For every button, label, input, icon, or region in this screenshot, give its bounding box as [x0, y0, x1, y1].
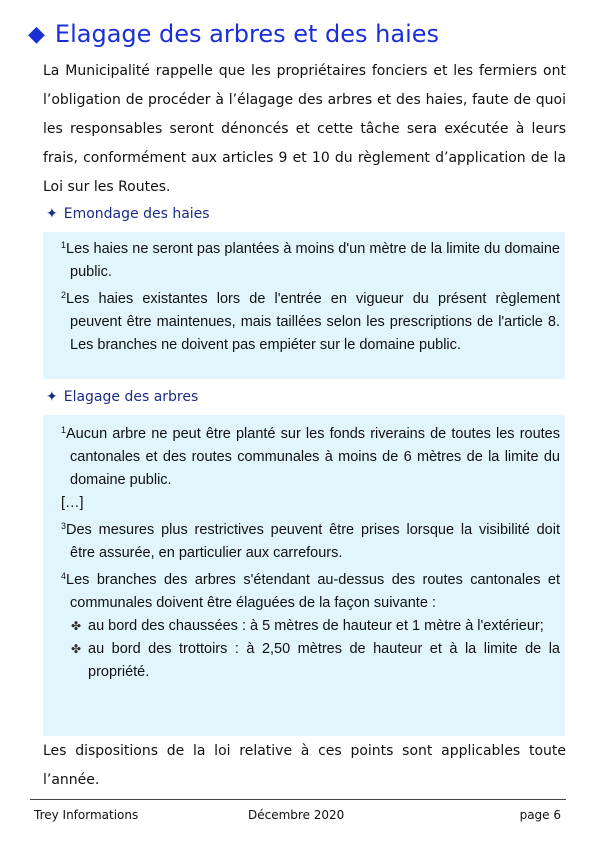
footer-page-number: page 6: [519, 808, 561, 822]
item-text: Des mesures plus restrictives peuvent être prises lorsque la visibilité doit être assurée, en particulier aux carrefours.: [66, 522, 560, 561]
section-heading-text: Emondage des haies: [63, 206, 210, 222]
item-text: Les haies ne seront pas plantées à moins d'un mètre de la limite du domaine public.: [66, 241, 560, 280]
star-icon: ✦: [46, 206, 58, 222]
star-icon: ✦: [46, 389, 58, 405]
closing-paragraph: Les dispositions de la loi relative à ces points sont applicables toute l’année.: [43, 743, 566, 788]
item-text: Les branches des arbres s'étendant au-dessus des routes cantonales et communales doivent être élaguées de la façon suivante :: [66, 572, 560, 611]
footer-divider: [30, 799, 566, 800]
section-heading-text: Elagage des arbres: [63, 389, 199, 405]
item-number: 2: [61, 290, 67, 300]
item-number: 3: [61, 521, 67, 531]
list-item: [61, 615, 560, 638]
article-item: [61, 515, 560, 565]
bullet-list: [61, 615, 560, 684]
item-number: 1: [61, 425, 67, 435]
item-number: 1: [61, 240, 67, 250]
emondage-box: [43, 232, 565, 379]
elagage-box: [43, 415, 565, 736]
intro-paragraph: La Municipalité rappelle que les propriétaires fonciers et les fermiers ont l’obligation de procéder à l’élagage des arbres et des haies, faute de quoi les responsables seront dénoncés et cette tâche sera exécutée à leurs frais, conformément aux articles 9 et 10 du règlement d’application de la Loi sur les Routes.: [43, 63, 566, 195]
section-heading-elagage: [46, 386, 198, 408]
article-item: [61, 419, 560, 492]
diamond-icon: ◆: [28, 21, 45, 47]
list-item-text: au bord des chaussées : à 5 mètres de hauteur et 1 mètre à l'extérieur;: [88, 618, 544, 634]
footer-publication: Trey Informations: [34, 808, 139, 822]
article-item: [61, 284, 560, 357]
ellipsis: […]: [61, 495, 84, 511]
footer-date: Décembre 2020: [248, 808, 345, 822]
section-heading-emondage: [46, 203, 210, 225]
clover-bullet-icon: ✤: [71, 619, 82, 633]
page-title-text: Elagage des arbres et des haies: [54, 20, 440, 48]
item-text: Les haies existantes lors de l'entrée en vigueur du présent règlement peuvent être maintenues, mais taillées selon les prescriptions de l'article 8. Les branches ne doivent pas empiéter sur le domaine public.: [66, 291, 560, 353]
page-title: [28, 16, 439, 52]
item-text: Aucun arbre ne peut être planté sur les fonds riverains de toutes les routes cantonales et des routes communales à moins de 6 mètres de la limite du domaine public.: [66, 426, 560, 488]
list-item-text: au bord des trottoirs : à 2,50 mètres de hauteur et à la limite de la propriété.: [88, 641, 560, 680]
item-number: 4: [61, 571, 67, 581]
article-item: [61, 234, 560, 284]
article-item: [61, 565, 560, 615]
clover-bullet-icon: ✤: [71, 642, 82, 656]
list-item: [61, 638, 560, 684]
